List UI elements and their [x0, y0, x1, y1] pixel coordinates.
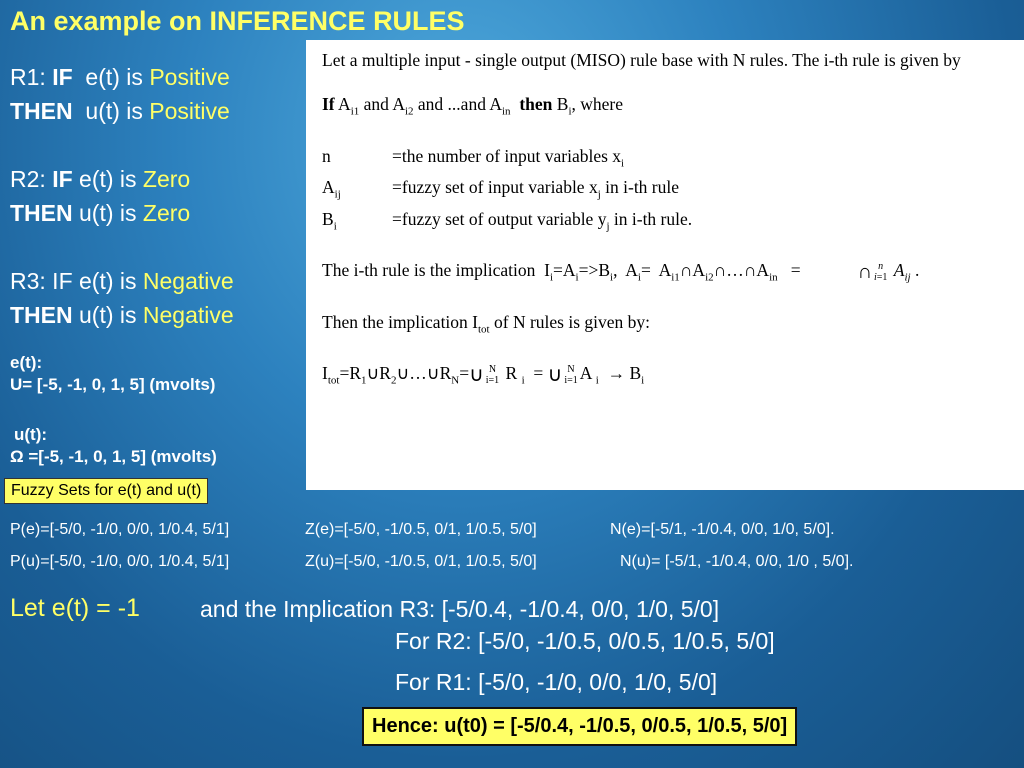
u-universe: Ω =[-5, -1, 0, 1, 5] (mvolts)	[10, 447, 217, 466]
fuzzy-sets-label: Fuzzy Sets for e(t) and u(t)	[4, 478, 208, 504]
e-universe: U= [-5, -1, 0, 1, 5] (mvolts)	[10, 375, 216, 394]
def-b: $B_i$ =fuzzy set of output variable $y_j$ in i-th rule.	[322, 208, 693, 232]
def-a: $A_{ij}$ =fuzzy set of input variable $x_j$ in i-th rule	[322, 177, 680, 201]
r2-cond-val: Zero	[142, 166, 191, 192]
def-a-val: =fuzzy set of input variable x	[392, 177, 598, 197]
let-e: Let e(t) = -1	[10, 594, 140, 622]
where-text: , where	[571, 94, 624, 114]
rule-form: If $A_{i1}$ and $A_{i2}$ and ...and $A_{in}$ then $B_i$, where	[322, 94, 624, 118]
total-impl-formula: $I_{tot}=R_1\cup R_2\cup\dots\cup R_N=\cup$ N i=1 R $_i$ = ∪ N i=1 A $_i \to B_i$	[322, 363, 645, 387]
r2-prefix: R2:	[10, 166, 46, 192]
def-a-key: A	[322, 177, 335, 197]
r1-concl-val: Positive	[149, 98, 230, 124]
r2-then: THEN	[10, 200, 73, 226]
e-label: e(t):	[10, 353, 43, 372]
r1-then: THEN	[10, 98, 73, 124]
r3-then: THEN	[10, 302, 73, 328]
total-impl-text: Then the implication $I_{tot}$ of N rules is given by:	[322, 311, 651, 335]
def-n-val: =the number of input variables x	[392, 145, 622, 166]
slide-title: An example on INFERENCE RULES	[10, 6, 465, 36]
implication-r3: and the Implication R3: [-5/0.4, -1/0.4, 0/0, 1/0, 5/0]	[200, 596, 720, 622]
set-ze: Z(e)=[-5/0, -1/0.5, 0/1, 1/0.5, 5/0]	[305, 521, 537, 538]
r2-if: IF	[52, 166, 73, 192]
u-label: u(t):	[14, 425, 48, 444]
def-b-val: =fuzzy set of output variable y	[392, 208, 607, 229]
r2-concl-val: Zero	[142, 200, 191, 226]
r1-prefix: R1:	[10, 64, 46, 90]
set-ne: N(e)=[-5/1, -1/0.4, 0/0, 1/0, 5/0].	[610, 521, 835, 538]
set-nu: N(u)= [-5/1, -1/0.4, 0/0, 1/0 , 5/0].	[620, 553, 854, 570]
rule-r3	[10, 264, 234, 332]
if-keyword: If	[322, 94, 335, 114]
r1-cond-val: Positive	[149, 64, 230, 90]
r3-concl: u(t) is	[79, 302, 137, 328]
definition-box	[306, 40, 1024, 490]
def-n-key: n	[322, 145, 331, 166]
result-box: Hence: u(t0) = [-5/0.4, -1/0.5, 0/0.5, 1/0.5, 5/0]	[362, 707, 797, 746]
universe-u	[10, 424, 217, 468]
tot-text: Then the implication I	[322, 311, 478, 332]
universe-e	[10, 352, 215, 396]
r2-cond: e(t) is	[79, 166, 137, 192]
set-zu: Z(u)=[-5/0, -1/0.5, 0/1, 1/0.5, 5/0]	[305, 553, 537, 570]
r1-concl: u(t) is	[85, 98, 143, 124]
set-pe: P(e)=[-5/0, -1/0, 0/0, 1/0.4, 5/1]	[10, 521, 230, 538]
r3-cond-val: Negative	[142, 268, 234, 294]
tot-text2: of N rules is given by:	[489, 311, 651, 332]
r1-if: IF	[52, 64, 73, 90]
implication-r1: For R1: [-5/0, -1/0, 0/0, 1/0, 5/0]	[395, 669, 718, 695]
rule-r1	[10, 60, 230, 128]
def-a-val2: in i-th rule	[600, 177, 680, 197]
def-b-key: B	[322, 208, 334, 229]
implication-r2: For R2: [-5/0, -1/0.5, 0/0.5, 1/0.5, 5/0]	[395, 628, 775, 654]
box-intro: Let a multiple input - single output (MISO) rule base with N rules. The i-th rule is given by	[322, 50, 961, 70]
def-b-val2: in i-th rule.	[609, 208, 693, 229]
set-pu: P(u)=[-5/0, -1/0, 0/0, 1/0.4, 5/1]	[10, 553, 230, 570]
r2-concl: u(t) is	[79, 200, 137, 226]
def-n: n =the number of input variables $x_i$	[322, 144, 1008, 176]
r3-concl-val: Negative	[142, 302, 234, 328]
r3-prefix: R3: IF e(t) is	[10, 268, 137, 294]
impl-text: The i-th rule is the implication	[322, 260, 536, 280]
rule-r2	[10, 162, 190, 230]
r1-cond: e(t) is	[85, 64, 143, 90]
then-keyword: then	[519, 94, 553, 114]
implication-def: The i-th rule is the implication $I_i=A_i=>B_i$, $A_i=$ $A_{i1}\cap A_{i2}\cap\dots\cap A_{in}$ = ∩ n i=1 $A_{ij}$ .	[322, 260, 920, 284]
